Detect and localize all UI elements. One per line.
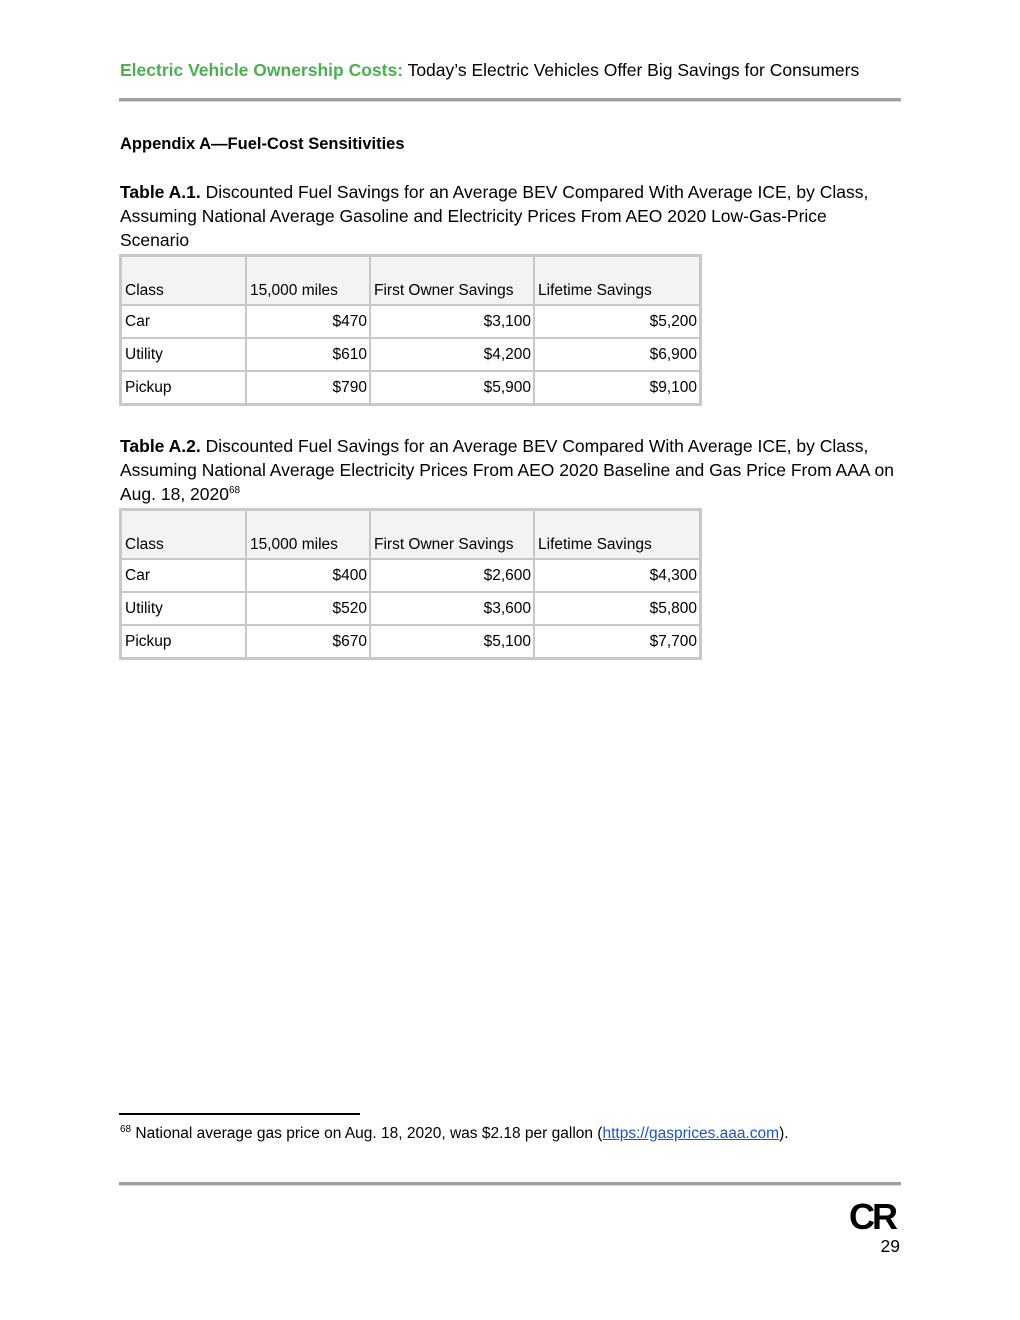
cell-15000-miles: $470 bbox=[246, 305, 370, 338]
cell-class: Car bbox=[121, 559, 246, 592]
footnote bbox=[120, 1124, 789, 1144]
section-title: Appendix A—Fuel-Cost Sensitivities bbox=[120, 135, 405, 153]
cell-class: Utility bbox=[121, 592, 246, 625]
cell-lifetime: $7,700 bbox=[534, 625, 700, 658]
table-a1 bbox=[119, 254, 702, 406]
logo-text: CR bbox=[849, 1198, 895, 1234]
cell-lifetime: $9,100 bbox=[534, 371, 700, 404]
cell-15000-miles: $670 bbox=[246, 625, 370, 658]
footnote-reference[interactable]: 68 bbox=[228, 485, 241, 496]
header-class: Class bbox=[121, 256, 246, 305]
cell-class: Pickup bbox=[121, 625, 246, 658]
table-a2 bbox=[119, 508, 702, 660]
cell-lifetime: $5,200 bbox=[534, 305, 700, 338]
table-row bbox=[121, 371, 700, 404]
cell-15000-miles: $790 bbox=[246, 371, 370, 404]
cell-first-owner: $5,900 bbox=[370, 371, 534, 404]
header-title-rest: Today’s Electric Vehicles Offer Big Savings for Consumers bbox=[403, 60, 860, 80]
table1-caption-text: Discounted Fuel Savings for an Average BEV Compared With Average ICE, by Class, Assuming National Average Gasoline and Electricity Prices From AEO 2020 Low-Gas-Price Scenario bbox=[120, 182, 869, 250]
footer-divider bbox=[119, 1182, 901, 1186]
page-number: 29 bbox=[880, 1236, 900, 1256]
cell-lifetime: $4,300 bbox=[534, 559, 700, 592]
cell-first-owner: $5,100 bbox=[370, 625, 534, 658]
cell-15000-miles: $520 bbox=[246, 592, 370, 625]
header-15000-miles: 15,000 miles bbox=[246, 256, 370, 305]
header-15000-miles: 15,000 miles bbox=[246, 510, 370, 559]
header-divider bbox=[119, 98, 901, 102]
cell-class: Pickup bbox=[121, 371, 246, 404]
table-header-row bbox=[121, 510, 700, 559]
table-header-row bbox=[121, 256, 700, 305]
cell-15000-miles: $400 bbox=[246, 559, 370, 592]
page-header bbox=[120, 58, 901, 82]
footnote-text-end: ). bbox=[779, 1125, 789, 1142]
cell-15000-miles: $610 bbox=[246, 338, 370, 371]
table-row bbox=[121, 305, 700, 338]
cell-first-owner: $3,600 bbox=[370, 592, 534, 625]
table2-caption bbox=[120, 434, 900, 506]
footnote-divider bbox=[119, 1113, 360, 1115]
cell-lifetime: $6,900 bbox=[534, 338, 700, 371]
cell-first-owner: $4,200 bbox=[370, 338, 534, 371]
header-lifetime-savings: Lifetime Savings bbox=[534, 510, 700, 559]
header-title-bold: Electric Vehicle Ownership Costs: bbox=[120, 60, 404, 80]
cr-logo-icon bbox=[846, 1198, 898, 1234]
table1-caption bbox=[120, 180, 900, 252]
table-row bbox=[121, 338, 700, 371]
cell-first-owner: $2,600 bbox=[370, 559, 534, 592]
table1-caption-label: Table A.1. bbox=[120, 182, 201, 202]
table-row bbox=[121, 592, 700, 625]
table-row bbox=[121, 559, 700, 592]
footnote-text: National average gas price on Aug. 18, 2020, was $2.18 per gallon ( bbox=[131, 1125, 603, 1142]
cell-class: Utility bbox=[121, 338, 246, 371]
header-class: Class bbox=[121, 510, 246, 559]
cell-first-owner: $3,100 bbox=[370, 305, 534, 338]
header-lifetime-savings: Lifetime Savings bbox=[534, 256, 700, 305]
table2-caption-text: Discounted Fuel Savings for an Average BEV Compared With Average ICE, by Class, Assuming National Average Electricity Prices From AEO 2020 Baseline and Gas Price From AAA on Aug. 18, 2020 bbox=[120, 436, 894, 504]
table2-caption-label: Table A.2. bbox=[120, 436, 201, 456]
cell-class: Car bbox=[121, 305, 246, 338]
footnote-number: 68 bbox=[120, 1124, 132, 1135]
cell-lifetime: $5,800 bbox=[534, 592, 700, 625]
table-row bbox=[121, 625, 700, 658]
header-first-owner-savings: First Owner Savings bbox=[370, 510, 534, 559]
footnote-link[interactable]: https://gasprices.aaa.com bbox=[602, 1125, 780, 1142]
header-first-owner-savings: First Owner Savings bbox=[370, 256, 534, 305]
